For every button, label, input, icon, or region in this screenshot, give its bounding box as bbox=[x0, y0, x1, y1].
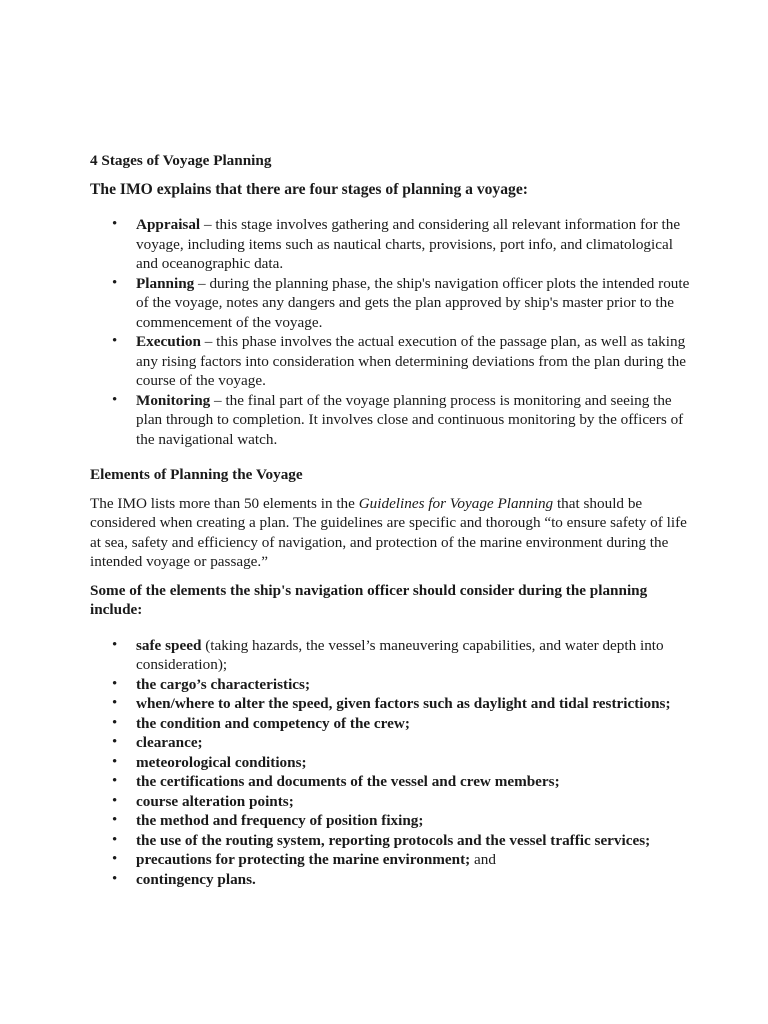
section-heading: Elements of Planning the Voyage bbox=[90, 466, 303, 483]
stages-list bbox=[90, 215, 690, 449]
list-item bbox=[90, 733, 690, 753]
stage-term: Planning bbox=[136, 274, 195, 292]
stage-term: Execution bbox=[136, 333, 201, 350]
page-title: 4 Stages of Voyage Planning bbox=[90, 152, 272, 169]
list-item bbox=[90, 694, 690, 714]
para-text: that should be considered when creating a plan. The guidelines are specific and thorough “to ensure safety of life at sea, safety and efficiency of navigation, and protection of the marine environment during the intended voyage or passage.” bbox=[90, 494, 687, 570]
element-bold: meteorological conditions; bbox=[136, 753, 307, 771]
element-bold: the cargo’s characteristics; bbox=[136, 675, 311, 693]
list-item bbox=[90, 332, 690, 391]
list-item bbox=[90, 636, 690, 675]
list-item bbox=[90, 850, 690, 870]
stage-term: Appraisal bbox=[136, 216, 201, 233]
list-item bbox=[90, 772, 690, 792]
element-bold: the condition and competency of the crew; bbox=[136, 714, 410, 732]
list-item bbox=[90, 753, 690, 773]
list-item bbox=[90, 792, 690, 812]
element-bold: safe speed bbox=[136, 636, 202, 654]
element-bold: when/where to alter the speed, given factors such as daylight and tidal restrictions; bbox=[136, 695, 671, 712]
element-rest: (taking hazards, the vessel’s maneuvering capabilities, and water depth into consideration); bbox=[136, 636, 664, 673]
elements-list bbox=[90, 636, 690, 890]
stages-intro: The IMO explains that there are four stages of planning a voyage: bbox=[90, 180, 528, 198]
list-item bbox=[90, 714, 690, 734]
element-bold: the method and frequency of position fixing; bbox=[136, 812, 424, 829]
document-page bbox=[90, 151, 690, 889]
elements-paragraph bbox=[90, 494, 690, 572]
list-item bbox=[90, 675, 690, 695]
element-rest: and bbox=[470, 851, 496, 868]
consider-intro: Some of the elements the ship's navigation officer should consider during the planning include: bbox=[90, 581, 648, 618]
list-item bbox=[90, 870, 690, 890]
list-item bbox=[90, 831, 690, 851]
stage-desc: – during the planning phase, the ship's navigation officer plots the intended route of the voyage, notes any dangers and gets the plan approved by ship's master prior to the commencement of the voyage. bbox=[136, 274, 690, 331]
list-item bbox=[90, 811, 690, 831]
stage-desc: – this stage involves gathering and considering all relevant information for the voyage, including items such as nautical charts, provisions, port info, and climatological and oceanographic data. bbox=[136, 216, 681, 272]
para-text: The IMO lists more than 50 elements in the bbox=[90, 494, 359, 512]
element-bold: the use of the routing system, reporting protocols and the vessel traffic services; bbox=[136, 831, 651, 849]
list-item bbox=[90, 274, 690, 333]
stage-desc: – the final part of the voyage planning process is monitoring and seeing the plan through to completion. It involves close and continuous monitoring by the officers of the navigational watch. bbox=[136, 391, 684, 448]
element-bold: clearance; bbox=[136, 734, 203, 751]
list-item bbox=[90, 215, 690, 274]
stage-term: Monitoring bbox=[136, 391, 211, 409]
element-bold: precautions for protecting the marine environment; bbox=[136, 851, 471, 868]
guidelines-title: Guidelines for Voyage Planning bbox=[358, 494, 554, 512]
list-item bbox=[90, 391, 690, 450]
element-bold: contingency plans. bbox=[136, 870, 256, 888]
element-bold: course alteration points; bbox=[136, 792, 294, 810]
stage-desc: – this phase involves the actual execution of the passage plan, as well as taking any rising factors into consideration when determining deviations from the plan during the course of the voyage. bbox=[136, 333, 686, 389]
element-bold: the certifications and documents of the vessel and crew members; bbox=[136, 773, 560, 790]
